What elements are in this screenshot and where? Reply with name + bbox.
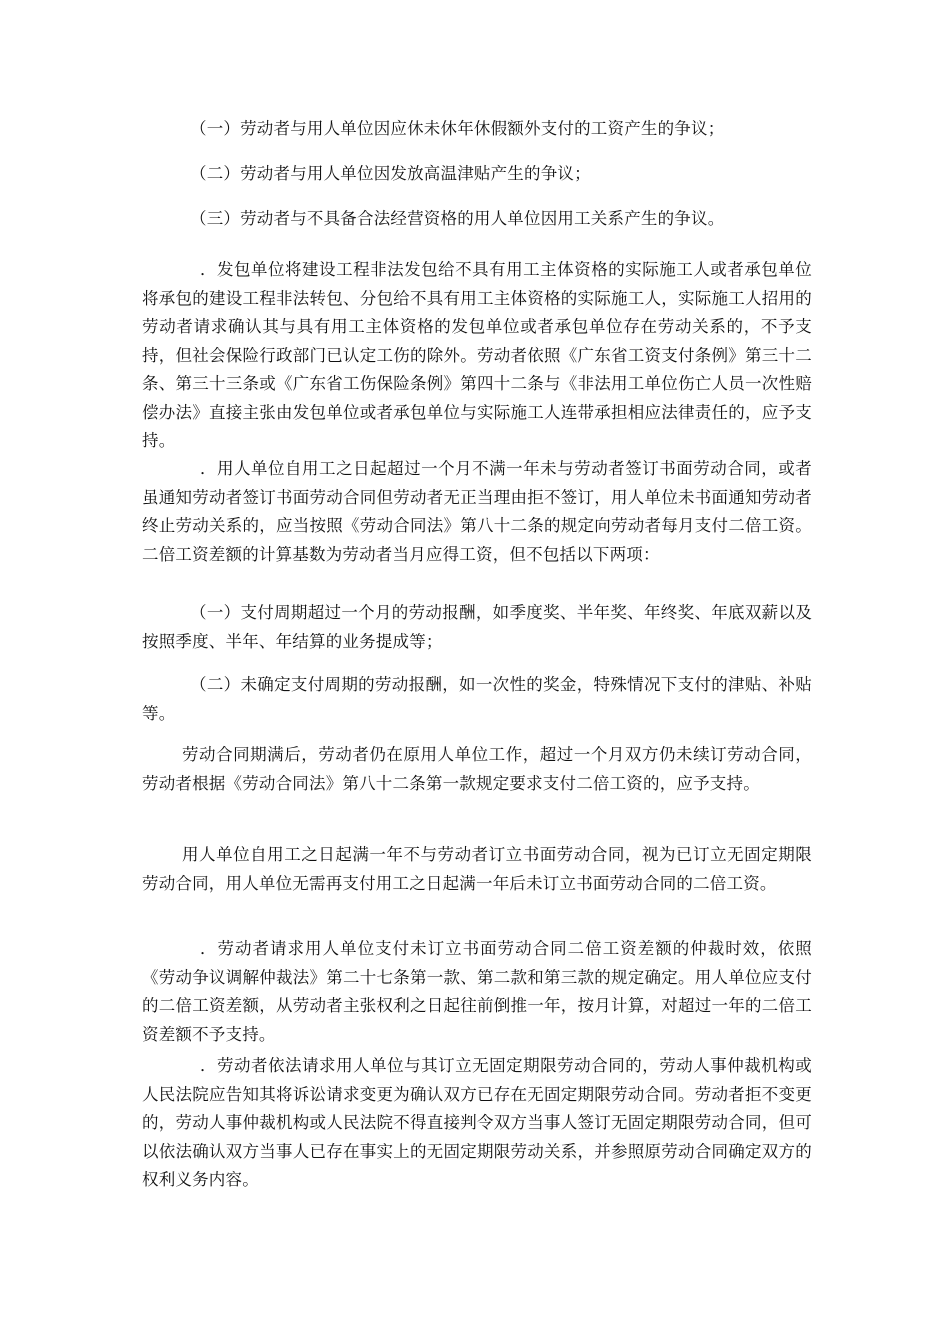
paragraph-contract-expiry: 劳动合同期满后，劳动者仍在原用人单位工作，超过一个月双方仍未续订劳动合同，劳动者根据《劳动合同法》第八十二条第一款规定要求支付二倍工资的，应予支持。 <box>142 745 812 793</box>
paragraph-exclusion-1: （一）支付周期超过一个月的劳动报酬，如季度奖、半年奖、年终奖、年底双薪以及按照季度、半年、年结算的业务提成等； <box>142 603 812 651</box>
paragraph-item-3: （三）劳动者与不具备合法经营资格的用人单位因用工关系产生的争议。 <box>190 209 725 228</box>
paragraph-double-wage-rule: ．用人单位自用工之日起超过一个月不满一年未与劳动者签订书面劳动合同，或者虽通知劳动者签订书面劳动合同但劳动者无正当理由拒不签订，用人单位未书面通知劳动者终止劳动关系的，应当按照《劳动合同法》第八十二条的规定向劳动者每月支付二倍工资。二倍工资差额的计算基数为劳动者当月应得工资，但不包括以下两项： <box>142 459 812 564</box>
paragraph-one-year-deemed: 用人单位自用工之日起满一年不与劳动者订立书面劳动合同，视为已订立无固定期限劳动合同，用人单位无需再支付用工之日起满一年后未订立书面劳动合同的二倍工资。 <box>142 845 812 893</box>
paragraph-item-1: （一）劳动者与用人单位因应休未休年休假额外支付的工资产生的争议； <box>190 119 725 138</box>
paragraph-open-ended-contract: ．劳动者依法请求用人单位与其订立无固定期限劳动合同的，劳动人事仲裁机构或人民法院应告知其将诉讼请求变更为确认双方已存在无固定期限劳动合同。劳动者拒不变更的，劳动人事仲裁机构或人民法院不得直接判令双方当事人签订无固定期限劳动合同，但可以依法确认双方当事人已存在事实上的无固定期限劳动关系，并参照原劳动合同确定双方的权利义务内容。 <box>142 1056 812 1189</box>
paragraph-item-2: （二）劳动者与用人单位因发放高温津贴产生的争议； <box>190 164 591 183</box>
paragraph-arbitration-limitation: ．劳动者请求用人单位支付未订立书面劳动合同二倍工资差额的仲裁时效，依照《劳动争议调解仲裁法》第二十七条第一款、第二款和第三款的规定确定。用人单位应支付的二倍工资差额，从劳动者主张权利之日起往前倒推一年，按月计算，对超过一年的二倍工资差额不予支持。 <box>142 939 812 1044</box>
paragraph-exclusion-2: （二）未确定支付周期的劳动报酬，如一次性的奖金，特殊情况下支付的津贴、补贴等。 <box>142 675 812 723</box>
paragraph-subcontract-liability: ．发包单位将建设工程非法发包给不具有用工主体资格的实际施工人或者承包单位将承包的建设工程非法转包、分包给不具有用工主体资格的实际施工人，实际施工人招用的劳动者请求确认其与具有用工主体资格的发包单位或者承包单位存在劳动关系的，不予支持，但社会保险行政部门已认定工伤的除外。劳动者依照《广东省工资支付条例》第三十二条、第三十三条或《广东省工伤保险条例》第四十二条与《非法用工单位伤亡人员一次性赔偿办法》直接主张由发包单位或者承包单位与实际施工人连带承担相应法律责任的，应予支持。 <box>142 260 812 450</box>
